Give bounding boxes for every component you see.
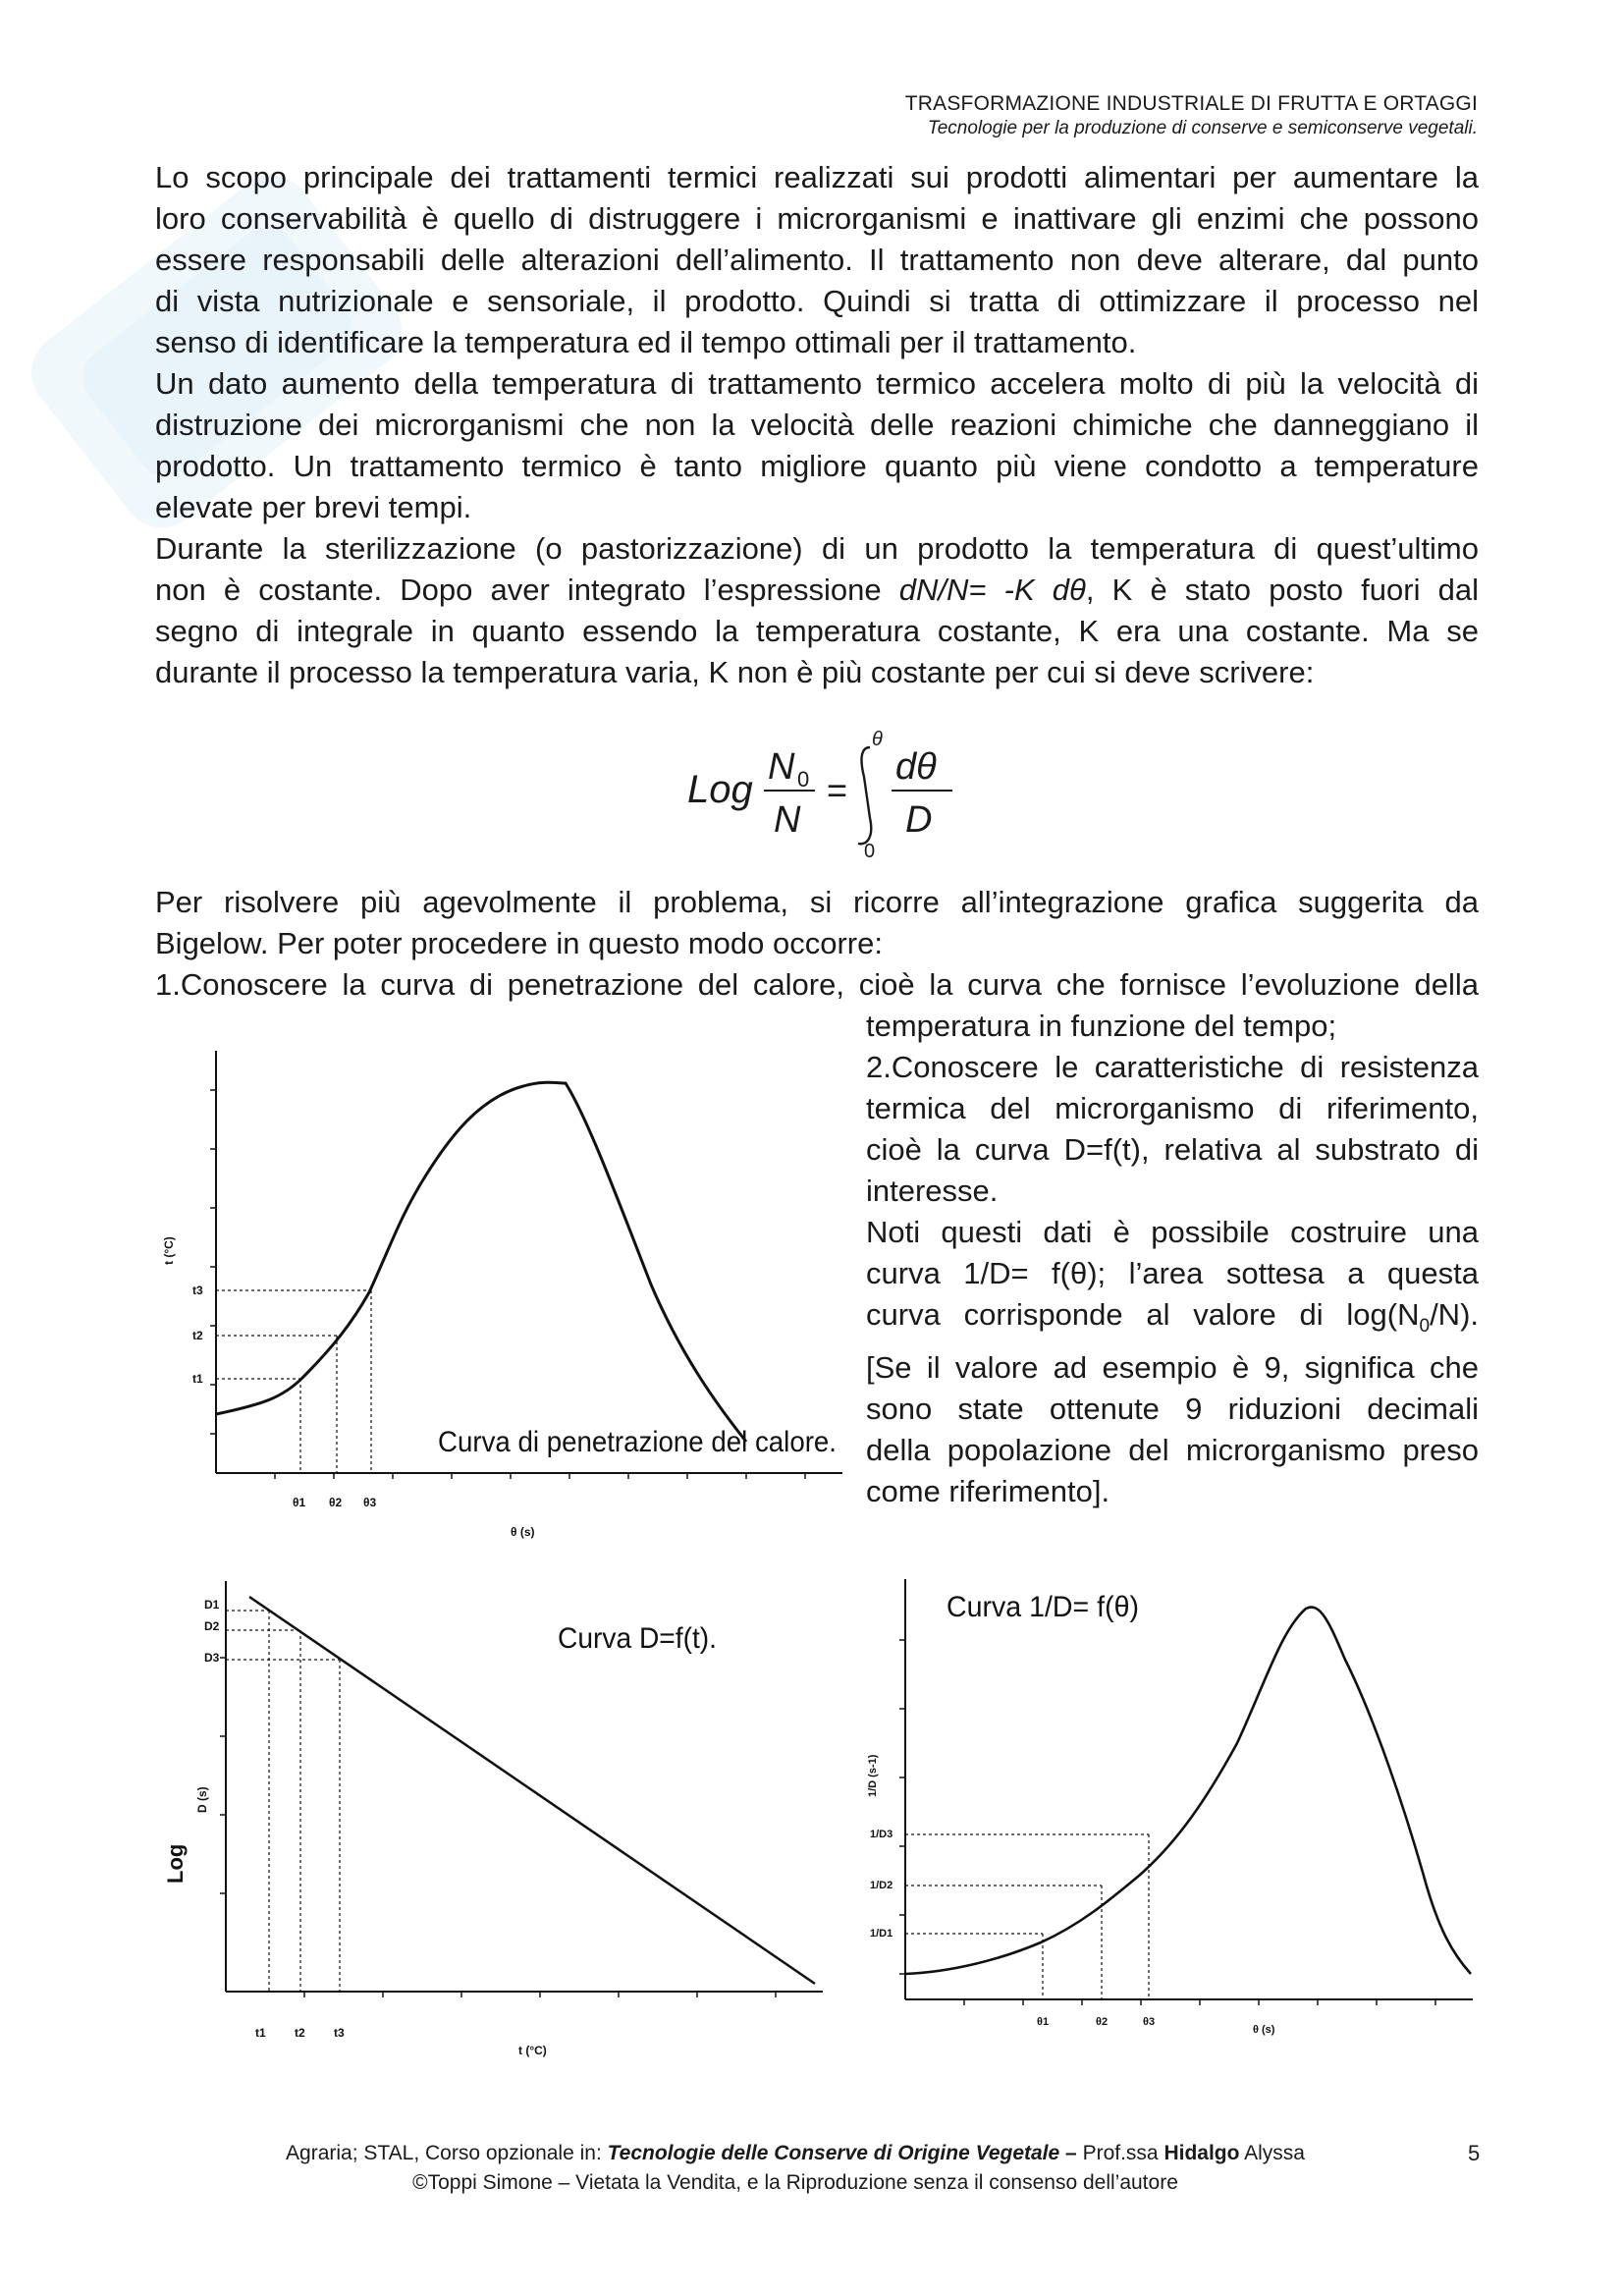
text-line: distruzione dei microrganismi che non la velocità delle reazioni chimiche che danneggiano il xyxy=(155,408,1479,442)
paragraph-2 xyxy=(155,363,1479,528)
formula-eq: = xyxy=(827,770,848,810)
formula-int-den: D xyxy=(905,799,933,841)
text-line: curva 1/D= f(θ); l’area sottesa a questa xyxy=(866,1256,1479,1290)
text-line: durante il processo la temperatura varia, K non è più costante per cui si deve scrivere: xyxy=(155,655,1315,689)
text-line: loro conservabilità è quello di distruggere i microrganismi e inattivare gli enzimi che possono xyxy=(155,201,1479,236)
side-text xyxy=(866,1006,1479,1512)
x-axis-label: t (°C) xyxy=(518,2044,547,2057)
x-axis-label: θ (s) xyxy=(1253,2024,1275,2036)
y-tick-label: t2 xyxy=(192,1329,203,1342)
text-line: elevate per brevi tempi. xyxy=(155,490,472,524)
footer-name: Alyssa xyxy=(1239,2142,1305,2164)
y-axis-log-label: Log xyxy=(163,1843,188,1884)
header-title: TRASFORMAZIONE INDUSTRIALE DI FRUTTA E ORTAGGI xyxy=(904,92,1478,115)
footer-prof: Prof.ssa xyxy=(1082,2142,1164,2164)
text-fragment: , K è stato posto fuori dal xyxy=(1085,573,1479,607)
text-line: 1.Conoscere la curva di penetrazione del calore, cioè la curva che fornisce l’evoluzione della xyxy=(155,967,1479,1002)
text-line: termica del microrganismo di riferimento, xyxy=(866,1091,1479,1125)
y-tick-label: D2 xyxy=(204,1619,220,1633)
guide-lines xyxy=(216,1290,371,1473)
page-number: 5 xyxy=(1468,2141,1481,2165)
formula-lower: 0 xyxy=(864,841,876,859)
integral-sign xyxy=(858,747,871,844)
y-tick-label: t3 xyxy=(192,1284,203,1297)
text-line: [Se il valore ad esempio è 9, significa che xyxy=(866,1350,1479,1386)
text-line: senso di identificare la temperatura ed il tempo ottimali per il trattamento. xyxy=(155,325,1137,359)
text-line: Durante la sterilizzazione (o pastorizzazione) di un prodotto la temperatura di quest’ultimo xyxy=(155,531,1479,566)
chart-title: Curva D=f(t). xyxy=(558,1622,717,1655)
inverse-d-curve xyxy=(905,1608,1471,1974)
text-line: di vista nutrizionale e sensoriale, il prodotto. Quindi si tratta di ottimizzare il processo nel xyxy=(155,284,1479,318)
text-fragment: non è costante. Dopo aver integrato l’espressione xyxy=(155,573,899,607)
chart-inverse-d-vs-theta xyxy=(854,1561,1479,2062)
chart-title: Curva di penetrazione del calore. xyxy=(438,1426,837,1458)
text-fragment: curva corrisponde al valore di log(N xyxy=(866,1297,1420,1332)
formula-num: N xyxy=(768,746,795,788)
y-tick-label: 1/D3 xyxy=(870,1829,893,1840)
formula-upper: θ xyxy=(872,729,883,750)
guide-lines xyxy=(226,1611,340,1992)
x-tick-label: t1 xyxy=(255,2026,266,2040)
footer-course: Tecnologie delle Conserve di Origine Vegetale xyxy=(607,2142,1060,2164)
page-header xyxy=(905,92,1478,139)
y-tick-label: 1/D1 xyxy=(870,1928,893,1940)
chart-d-vs-t xyxy=(155,1559,842,2070)
text-line: della popolazione del microrganismo preso xyxy=(866,1433,1479,1468)
paragraph-3 xyxy=(155,528,1479,693)
x-tick-label: θ2 xyxy=(329,1496,343,1509)
x-tick-label: θ2 xyxy=(1096,2016,1109,2028)
footer-prefix: Agraria; STAL, Corso opzionale in: xyxy=(286,2142,608,2164)
text-line: sono state ottenute 9 riduzioni decimali xyxy=(866,1392,1479,1427)
x-axis-label: θ (s) xyxy=(511,1525,535,1539)
x-tick-label: θ1 xyxy=(1037,2016,1050,2028)
y-tick-label: D1 xyxy=(204,1598,220,1612)
x-tick-label: θ3 xyxy=(363,1496,377,1509)
text-line: Noti questi dati è possibile costruire una xyxy=(866,1215,1479,1249)
formula-int-num: dθ xyxy=(895,746,937,788)
x-tick-label: θ3 xyxy=(1143,2016,1156,2028)
x-tick-label: t2 xyxy=(295,2026,305,2040)
y-tick-label: 1/D2 xyxy=(870,1880,893,1891)
formula-num-sub: 0 xyxy=(797,767,810,792)
heat-penetration-curve xyxy=(216,1082,746,1442)
d-line xyxy=(249,1597,815,1984)
y-axis-label: t (°C) xyxy=(162,1236,176,1265)
text-line xyxy=(155,570,1479,611)
footer-line-2: ©Toppi Simone – Vietata la Vendita, e la Riproduzione senza il consenso dell’autore xyxy=(412,2171,1178,2194)
text-line xyxy=(866,1294,1479,1347)
text-fragment: /N). xyxy=(1430,1297,1479,1332)
text-line: Bigelow. Per poter procedere in questo modo occorre: xyxy=(155,926,883,960)
text-line: segno di integrale in quanto essendo la temperatura costante, K era una costante. Ma se xyxy=(155,614,1479,648)
guide-lines xyxy=(905,1834,1149,1999)
footer-name-bold: Hidalgo xyxy=(1163,2142,1240,2164)
y-axis-label: D (s) xyxy=(195,1786,209,1813)
footer-line-1 xyxy=(255,2139,1335,2168)
inline-formula: dN/N= -K dθ xyxy=(898,573,1086,607)
text-line: essere responsabili delle alterazioni dell’alimento. Il trattamento non deve alterare, dal punto xyxy=(155,243,1479,277)
paragraph-1 xyxy=(155,157,1479,363)
formula-log: Log xyxy=(687,768,753,811)
text-line: cioè la curva D=f(t), relativa al substrato di xyxy=(866,1132,1479,1167)
chart-title: Curva 1/D= f(θ) xyxy=(947,1591,1139,1623)
text-line: temperatura in funzione del tempo; xyxy=(866,1009,1337,1043)
page-footer xyxy=(255,2139,1335,2198)
y-tick-label: t1 xyxy=(192,1372,203,1386)
formula-den: N xyxy=(774,799,801,841)
text-line: prodotto. Un trattamento termico è tanto migliore quanto più viene condotto a temperature xyxy=(155,449,1479,483)
y-axis-label: 1/D (s-1) xyxy=(867,1754,879,1797)
x-tick-label: t3 xyxy=(334,2026,345,2040)
subscript: 0 xyxy=(1419,1316,1431,1338)
text-line: interesse. xyxy=(866,1174,999,1208)
footer-dash: – xyxy=(1059,2142,1083,2164)
text-line: 2.Conoscere le caratteristiche di resistenza xyxy=(866,1050,1479,1084)
text-line: come riferimento]. xyxy=(866,1474,1110,1509)
y-tick-label: D3 xyxy=(204,1651,220,1665)
paragraph-4 xyxy=(155,882,1479,1006)
chart-heat-penetration xyxy=(155,1029,854,1550)
text-line: Per risolvere più agevolmente il problema, si ricorre all’integrazione grafica suggerita da xyxy=(155,885,1479,919)
integral-formula xyxy=(677,722,972,859)
x-tick-label: θ1 xyxy=(293,1496,306,1509)
text-line: Un dato aumento della temperatura di trattamento termico accelera molto di più la velocità di xyxy=(155,366,1479,401)
header-subtitle: Tecnologie per la produzione di conserve e semiconserve vegetali. xyxy=(927,118,1478,138)
text-line: Lo scopo principale dei trattamenti termici realizzati sui prodotti alimentari per aumentare la xyxy=(155,160,1479,194)
